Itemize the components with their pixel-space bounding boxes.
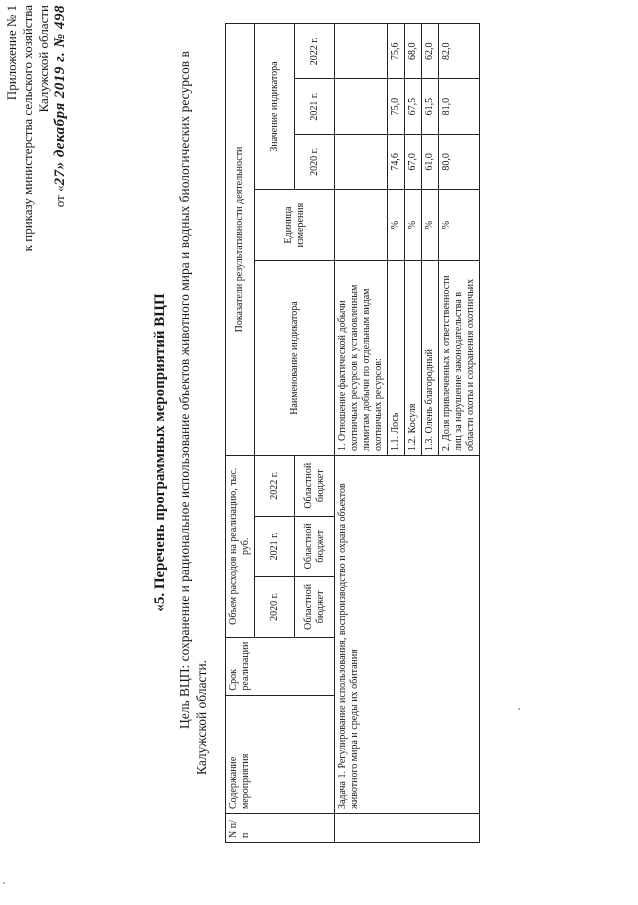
indicator-name-cell: 1.2. Косуля [405, 261, 422, 456]
header-budget-2021: Областной бюджет [295, 516, 335, 577]
header-value-2021: 2021 г. [295, 79, 335, 134]
header-expenses: Объем расходов на реализацию, тыс. руб. [226, 455, 255, 637]
scan-speck [518, 708, 520, 710]
cell-num-empty [335, 814, 480, 843]
header-indicators: Показатели результативности деятельности [226, 24, 255, 456]
appendix-block [4, 5, 68, 255]
section-title: «5. Перечень программных мероприятий ВЦП [152, 293, 168, 612]
value-2021-cell: 61,5 [422, 79, 439, 134]
header-value-2022: 2022 г. [295, 24, 335, 79]
value-2022-cell: 82,0 [439, 24, 480, 79]
header-value-2020: 2020 г. [295, 134, 335, 189]
value-2022-cell: 68,0 [405, 24, 422, 79]
appendix-date-line [52, 5, 68, 255]
unit-cell: % [388, 190, 405, 261]
value-2021-cell: 75,0 [388, 79, 405, 134]
header-year-2021: 2021 г. [255, 516, 295, 577]
indicator-name-cell: 1.3. Олень благородный [422, 261, 439, 456]
value-2021-cell [335, 79, 388, 134]
indicator-name-cell: 2. Доля привлеченных к ответственности лиц за нарушение законодательства в области охоты и сохранения охотничьих [439, 261, 480, 456]
indicator-name-cell: 1.1. Лось [388, 261, 405, 456]
header-year-2020: 2020 г. [255, 577, 295, 638]
table-row-task [335, 24, 388, 843]
header-row-1 [226, 24, 255, 843]
header-budget-2020: Областной бюджет [295, 577, 335, 638]
unit-cell: % [405, 190, 422, 261]
header-content: Содержание мероприятия [226, 695, 335, 813]
header-num: N п/п [226, 814, 335, 843]
value-2021-cell: 67,5 [405, 79, 422, 134]
header-unit: Единица измерения [255, 190, 335, 261]
task-cell: Задача 1. Регулирование использования, воспроизводство и охрана объектов животного мира и среды их обитания [335, 455, 480, 813]
measures-table [225, 23, 480, 843]
unit-cell [335, 190, 388, 261]
value-2022-cell: 75,6 [388, 24, 405, 79]
appendix-line-2: к приказу министерства сельского хозяйства [20, 5, 35, 252]
value-2020-cell [335, 134, 388, 189]
handwritten-date: 27» декабря 2019 г. № 498 [52, 5, 68, 186]
header-budget-2022: Областной бюджет [295, 455, 335, 516]
value-2020-cell: 80,0 [439, 134, 480, 189]
date-prefix: от « [52, 185, 67, 208]
appendix-line-3: Калужской области [36, 5, 51, 113]
value-2020-cell: 61,0 [422, 134, 439, 189]
value-2020-cell: 67,0 [405, 134, 422, 189]
value-2022-cell: 62,0 [422, 24, 439, 79]
header-indicator-value: Значение индикатора [255, 24, 295, 190]
unit-cell: % [422, 190, 439, 261]
value-2020-cell: 74,6 [388, 134, 405, 189]
header-year-2022: 2022 г. [255, 455, 295, 516]
appendix-line-1: Приложение № 1 [4, 5, 19, 101]
unit-cell: % [439, 190, 480, 261]
header-term: Срок реализации [226, 637, 335, 695]
value-2021-cell: 81,0 [439, 79, 480, 134]
indicator-name-cell: 1. Отношение фактической добычи охотничьих ресурсов к установленным лимитам добычи по отдельным видам охотничьих ресурсов: [335, 261, 388, 456]
header-indicator-name: Наименование индикатора [255, 261, 335, 456]
scan-speck [3, 882, 5, 884]
value-2022-cell [335, 24, 388, 79]
goal-text: Цель ВЦП: сохранение и рациональное использование объектов животного мира и водных биологических ресурсов в Калужской области. [177, 51, 209, 775]
